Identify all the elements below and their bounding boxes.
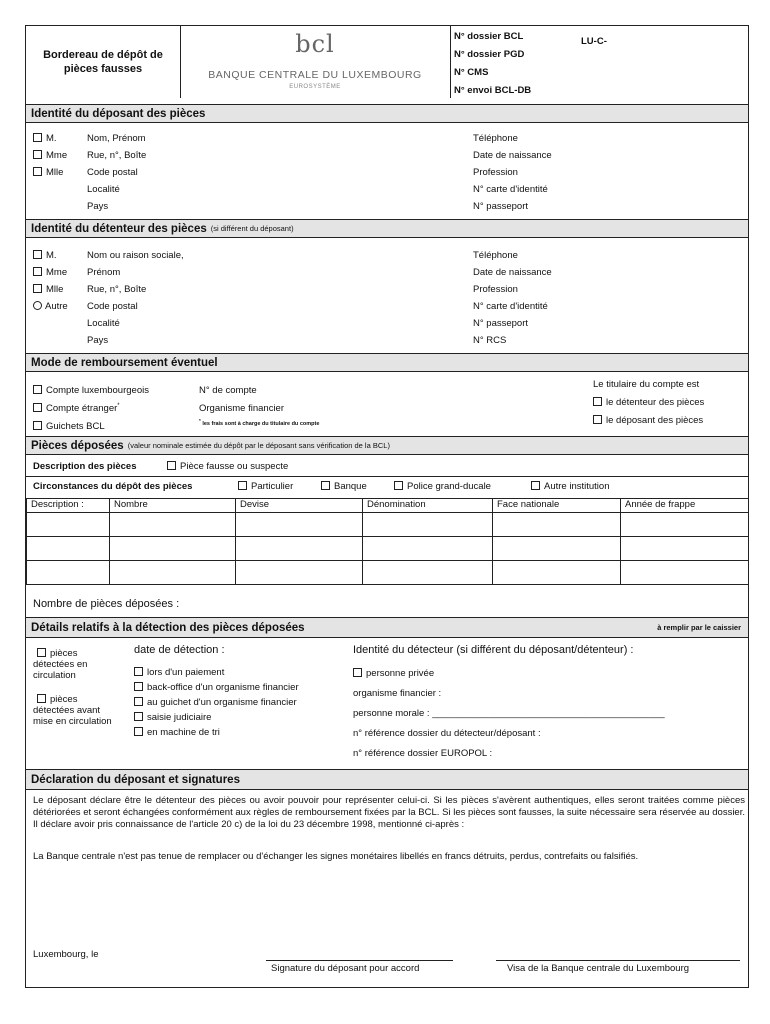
signature-depositor-label: Signature du déposant pour accord xyxy=(271,963,420,974)
checkbox-particulier[interactable]: Particulier xyxy=(238,481,293,492)
holder-checkbox-mlle[interactable]: Mlle xyxy=(33,284,63,295)
field-numero-compte[interactable]: N° de compte xyxy=(199,385,257,396)
owner-label: Le titulaire du compte est xyxy=(593,379,700,390)
total-pieces-label[interactable]: Nombre de pièces déposées : xyxy=(33,598,180,610)
section-detection-title: Détails relatifs à la détection des pièces déposées xyxy=(31,621,305,634)
section-pieces xyxy=(26,436,748,455)
checkbox-mme[interactable]: Mme xyxy=(33,150,67,161)
checkbox-m[interactable]: M. xyxy=(33,133,57,144)
holder-field-nom[interactable]: Nom ou raison sociale, xyxy=(87,250,184,261)
field-telephone[interactable]: Téléphone xyxy=(473,133,518,144)
checkbox-back-office[interactable]: back-office d'un organisme financier xyxy=(134,682,299,693)
checkbox-compte-etranger[interactable]: Compte étranger* xyxy=(33,403,120,414)
deposit-form xyxy=(25,25,749,988)
section-depositor-title: Identité du déposant des pièces xyxy=(31,107,206,120)
table-row[interactable] xyxy=(27,513,749,537)
checkbox-circulation[interactable]: pièces détectées en circulation xyxy=(33,648,88,681)
holder-field-date-naissance[interactable]: Date de naissance xyxy=(473,267,552,278)
form-title-line2: pièces fausses xyxy=(63,63,143,75)
field-nom-prenom[interactable]: Nom, Prénom xyxy=(87,133,146,144)
checkbox-owner-depositor[interactable]: le déposant des pièces xyxy=(593,415,703,426)
description-label: Description des pièces xyxy=(33,461,137,472)
checkbox-compte-lux[interactable]: Compte luxembourgeois xyxy=(33,385,149,396)
field-organisme-financier[interactable]: Organisme financier xyxy=(199,403,285,414)
field-envoi[interactable]: N° envoi BCL-DB xyxy=(454,85,532,96)
checkbox-guichet[interactable]: au guichet d'un organisme financier xyxy=(134,697,297,708)
bcl-logo-mark: bcl xyxy=(295,30,335,58)
col-nombre: Nombre xyxy=(110,499,236,513)
signature-line-bcl[interactable] xyxy=(496,960,740,961)
signature-bcl-label: Visa de la Banque centrale du Luxembourg xyxy=(507,963,690,974)
holder-field-profession[interactable]: Profession xyxy=(473,284,518,295)
bcl-logo xyxy=(180,26,450,98)
field-rue[interactable]: Rue, n°, Boîte xyxy=(87,150,147,161)
table-row[interactable] xyxy=(27,537,749,561)
field-organisme-detecteur[interactable]: organisme financier : xyxy=(353,688,442,699)
field-localite[interactable]: Localité xyxy=(87,184,120,195)
holder-checkbox-mme[interactable]: Mme xyxy=(33,267,67,278)
col-denomination: Dénomination xyxy=(363,499,493,513)
holder-field-prenom[interactable]: Prénom xyxy=(87,267,121,278)
form-title-line1: Bordereau de dépôt de xyxy=(43,49,163,61)
declaration-paragraph-1: Le déposant déclare être le détenteur des pièces ou avoir pouvoir pour représenter celui-ci. Si les pièces s'avèrent authentiques, elles seront traitées comme pièces détériorées et seront échangées conformément aux règles de remboursement fixées par la BCL. Si les pièces sont fausses, la suite nécessaire sera réservée au dossier. Il déclare avoir pris connaissance de l'article 20 c) de la loi du 23 décembre 1998, mentionné ci-après : xyxy=(33,795,745,830)
field-date-naissance[interactable]: Date de naissance xyxy=(473,150,552,161)
col-devise: Devise xyxy=(236,499,363,513)
lu-code: LU-C- xyxy=(581,36,607,47)
field-dossier-pgd[interactable]: N° dossier PGD xyxy=(454,49,525,60)
checkbox-personne-privee[interactable]: personne privée xyxy=(353,668,434,679)
field-personne-morale[interactable]: personne morale : ____________________________________________ xyxy=(353,708,665,719)
checkbox-police[interactable]: Police grand-ducale xyxy=(394,481,491,492)
holder-field-passeport[interactable]: N° passeport xyxy=(473,318,529,329)
section-depositor xyxy=(26,104,748,123)
holder-field-pays[interactable]: Pays xyxy=(87,335,109,346)
circumstances-label: Circonstances du dépôt des pièces xyxy=(33,481,193,492)
section-declaration xyxy=(26,769,748,790)
field-ref-detecteur[interactable]: n° référence dossier du détecteur/déposant : xyxy=(353,728,541,739)
holder-field-telephone[interactable]: Téléphone xyxy=(473,250,518,261)
checkbox-mlle[interactable]: Mlle xyxy=(33,167,63,178)
holder-field-rue[interactable]: Rue, n°, Boîte xyxy=(87,284,147,295)
checkbox-owner-holder[interactable]: le détenteur des pièces xyxy=(593,397,704,408)
place-date-label[interactable]: Luxembourg, le xyxy=(33,949,99,960)
field-profession[interactable]: Profession xyxy=(473,167,518,178)
table-row[interactable] xyxy=(27,561,749,585)
field-carte-identite[interactable]: N° carte d'identité xyxy=(473,184,548,195)
checkbox-piece-fausse[interactable]: Pièce fausse ou suspecte xyxy=(167,461,288,472)
pieces-table xyxy=(26,498,749,585)
col-description: Description : xyxy=(27,499,110,513)
field-dossier-bcl[interactable]: N° dossier BCL xyxy=(454,31,524,42)
holder-field-localite[interactable]: Localité xyxy=(87,318,120,329)
table-header-row xyxy=(27,499,749,513)
checkbox-guichets-bcl[interactable]: Guichets BCL xyxy=(33,421,105,432)
checkbox-saisie[interactable]: saisie judiciaire xyxy=(134,712,211,723)
holder-radio-autre[interactable]: Autre xyxy=(33,301,68,312)
checkbox-banque[interactable]: Banque xyxy=(321,481,367,492)
holder-field-carte-identite[interactable]: N° carte d'identité xyxy=(473,301,548,312)
refund-footnote: * les frais sont à charge du titulaire du compte xyxy=(199,418,320,427)
section-declaration-title: Déclaration du déposant et signatures xyxy=(31,773,240,786)
holder-field-code-postal[interactable]: Code postal xyxy=(87,301,138,312)
checkbox-autre-institution[interactable]: Autre institution xyxy=(531,481,609,492)
declaration-paragraph-2: La Banque centrale n'est pas tenue de remplacer ou d'échanger les signes monétaires libellés en francs détruits, perdus, contrefaits ou falsifiés. xyxy=(33,851,639,862)
checkbox-paiement[interactable]: lors d'un paiement xyxy=(134,667,224,678)
section-pieces-note: (valeur nominale estimée du dépôt par le déposant sans vérification de la BCL) xyxy=(127,441,390,450)
checkbox-machine-tri[interactable]: en machine de tri xyxy=(134,727,220,738)
section-holder-title: Identité du détenteur des pièces xyxy=(31,222,207,235)
detector-label: Identité du détecteur (si différent du déposant/détenteur) : xyxy=(353,644,634,656)
detection-note: à remplir par le caissier xyxy=(657,623,741,632)
signature-line-depositor[interactable] xyxy=(266,960,453,961)
section-holder-note: (si différent du déposant) xyxy=(210,224,294,233)
section-pieces-title: Pièces déposées xyxy=(31,439,124,452)
holder-checkbox-m[interactable]: M. xyxy=(33,250,57,261)
section-detection xyxy=(26,617,748,638)
section-refund-title: Mode de remboursement éventuel xyxy=(31,356,218,369)
field-code-postal[interactable]: Code postal xyxy=(87,167,138,178)
holder-field-rcs[interactable]: N° RCS xyxy=(473,335,507,346)
section-holder xyxy=(26,219,748,238)
field-pays[interactable]: Pays xyxy=(87,201,109,212)
bank-sub: EUROSYSTÈME xyxy=(289,84,341,90)
field-ref-europol[interactable]: n° référence dossier EUROPOL : xyxy=(353,748,493,759)
form-title xyxy=(26,26,180,98)
date-detection-label: date de détection : xyxy=(134,644,225,656)
field-passeport[interactable]: N° passeport xyxy=(473,201,529,212)
bank-name: BANQUE CENTRALE DU LUXEMBOURG xyxy=(208,69,422,81)
section-refund xyxy=(26,353,748,372)
checkbox-avant-circulation[interactable]: pièces détectées avant mise en circulation xyxy=(33,694,112,727)
col-face-nationale: Face nationale xyxy=(493,499,621,513)
col-annee: Année de frappe xyxy=(621,499,749,513)
field-cms[interactable]: N° CMS xyxy=(454,67,489,78)
